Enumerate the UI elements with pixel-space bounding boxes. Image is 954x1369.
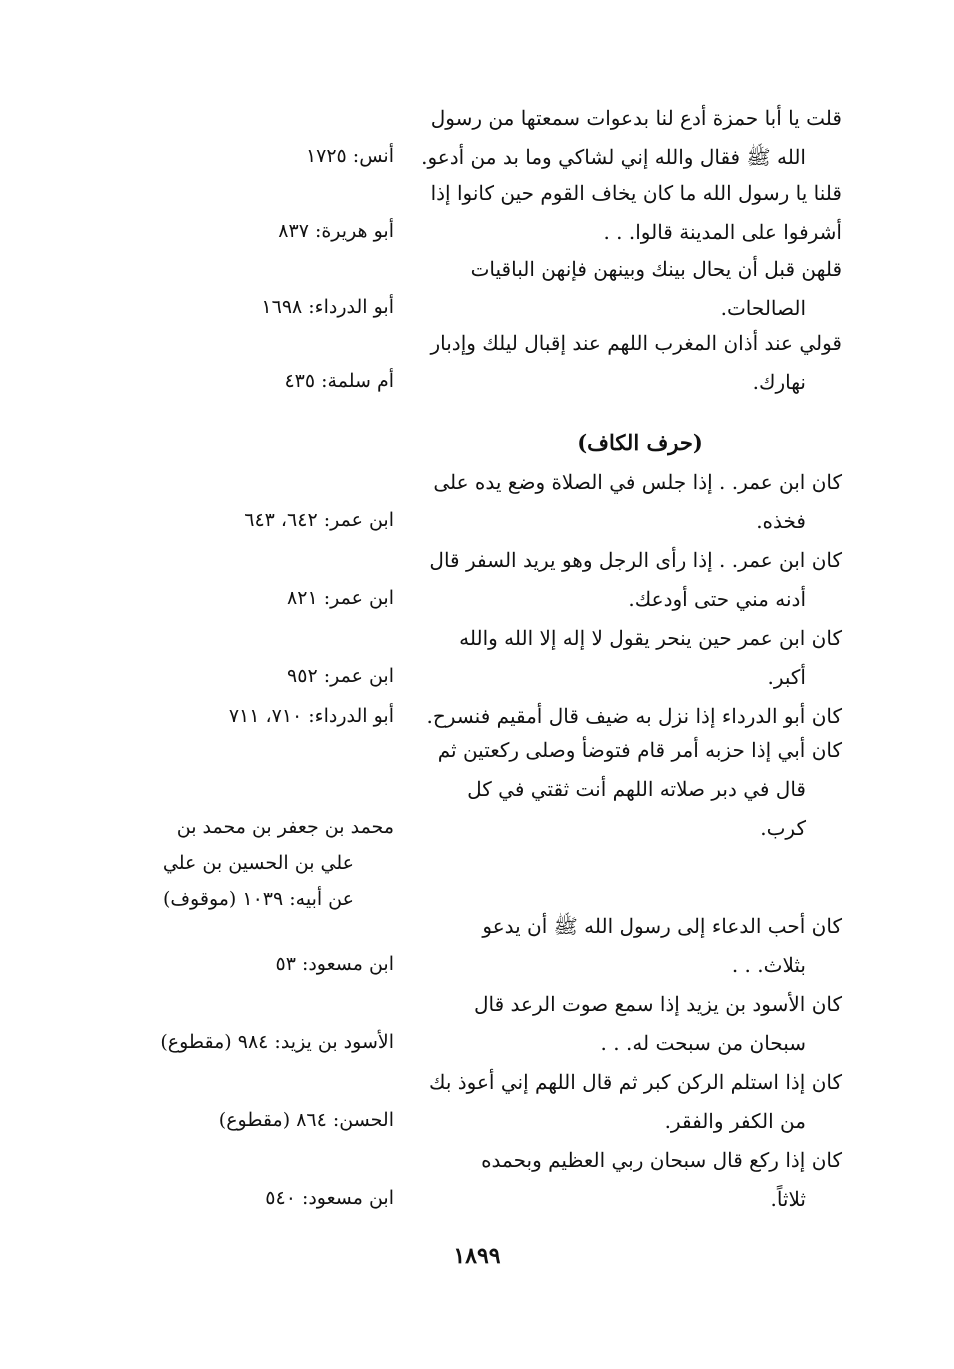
entry-line: قلهن قبل أن يحال بينك وبينهن فإنهن الباقيات — [470, 257, 842, 281]
entry-source — [124, 1180, 394, 1216]
entry-text — [433, 463, 842, 541]
section-heading: (حرف الكاف) — [577, 430, 703, 455]
source-line: أبو هريرة: ٨٣٧ — [278, 220, 394, 242]
entry-line: كان إذا استلم الركن كبر ثم قال اللهم إني أعوذ بك — [428, 1070, 842, 1094]
entry-line: سبحان من سبحت له. . . — [600, 1031, 806, 1055]
source-line: الأسود بن يزيد: ٩٨٤ (مقطوع) — [160, 1031, 394, 1053]
entry-line: كان الأسود بن يزيد إذا سمع صوت الرعد قال — [473, 992, 842, 1016]
entry-source — [124, 1102, 394, 1138]
entry-line: كان أحب الدعاء إلى رسول الله ﷺ أن يدعو — [482, 914, 842, 938]
entry-line: قلت يا أبا حمزة أدع لنا بدعوات سمعتها من رسول — [430, 106, 842, 130]
entry-line: قلنا يا رسول الله ما كان يخاف القوم حين كانوا إذا — [430, 181, 842, 205]
entry-line: نهارك. — [752, 370, 806, 394]
entry-source — [124, 1024, 394, 1060]
entry-source — [124, 658, 394, 694]
source-line: أبو الدرداء: ٧١٠، ٧١١ — [228, 705, 394, 727]
entry-text — [442, 985, 842, 1063]
source-line: ابن مسعود: ٥٤٠ — [265, 1187, 394, 1209]
source-line: ابن عمر: ٦٤٢، ٦٤٣ — [244, 509, 394, 531]
entry-line: قولي عند أذان المغرب اللهم عند إقبال ليلك وإدبار — [430, 331, 842, 355]
entry-line: كان ابن عمر حين ينحر يقول لا إله إلا الله والله — [459, 626, 842, 650]
entry-line: كان ابن عمر. . إذا رأى الرجل وهو يريد السفر قال — [429, 548, 842, 572]
entry-text — [442, 907, 842, 985]
entry-text — [428, 1063, 842, 1141]
entry-text — [442, 1141, 842, 1219]
entry-text — [442, 250, 842, 328]
source-line: محمد بن جعفر بن محمد بن — [176, 816, 394, 838]
entry-source — [124, 946, 394, 982]
entry-source — [124, 363, 394, 399]
entry-line: كرب. — [760, 816, 806, 840]
entry-text — [437, 731, 842, 848]
source-line: عن أبيه: ١٠٣٩ (موقوف) — [162, 888, 354, 910]
entry-text — [429, 541, 842, 619]
entry-line: الصالحات. — [720, 296, 806, 320]
entry-line: أشرفوا على المدينة قالوا. . . — [603, 220, 842, 244]
entry-source — [124, 809, 394, 917]
entry-text — [430, 324, 842, 402]
source-line: ابن مسعود: ٥٣ — [275, 953, 394, 975]
entry-line: الله ﷺ فقال والله إني لشاكي وما بد من أدعو. — [421, 145, 806, 169]
source-line: أبو الدرداء: ١٦٩٨ — [261, 296, 394, 318]
entry-line: ثلاثاً. — [770, 1187, 806, 1211]
entry-source — [124, 502, 394, 538]
source-line: ابن عمر: ٨٢١ — [287, 587, 394, 609]
source-line: أم سلمة: ٤٣٥ — [284, 370, 394, 392]
source-line: أنس: ١٧٢٥ — [305, 145, 394, 167]
entry-line: من الكفر والفقر. — [664, 1109, 806, 1133]
entry-text — [421, 99, 842, 177]
entry-line: كان إذا ركع قال سبحان ربي العظيم وبحمده — [481, 1148, 842, 1172]
entry-source — [124, 698, 394, 734]
entry-line: كان ابن عمر. . إذا جلس في الصلاة وضع يده على — [433, 470, 842, 494]
entry-source — [124, 580, 394, 616]
entry-source — [124, 289, 394, 325]
entry-line: أدنه مني حتى أودعك. — [628, 587, 806, 611]
entry-line: أكبر. — [767, 665, 806, 689]
entry-text — [430, 174, 842, 252]
entry-line: كان أبو الدرداء إذا نزل به ضيف قال أمقيم فنسرح. — [426, 704, 842, 728]
entry-source — [124, 138, 394, 174]
entry-line: فخذه. — [756, 509, 806, 533]
source-line: ابن عمر: ٩٥٢ — [287, 665, 394, 687]
entry-line: كان أبي إذا حزبه أمر قام فتوضأ وصلى ركعتين ثم — [437, 738, 842, 762]
source-line: الحسن: ٨٦٤ (مقطوع) — [218, 1109, 394, 1131]
page-number: ١٨٩٩ — [453, 1243, 501, 1269]
entry-line: بثلاث. . . — [731, 953, 806, 977]
entry-text — [442, 619, 842, 697]
source-line: علي بن الحسين بن علي — [162, 852, 354, 874]
entry-line: قال في دبر صلاته اللهم أنت ثقتي في كل — [467, 777, 806, 801]
entry-source — [124, 213, 394, 249]
